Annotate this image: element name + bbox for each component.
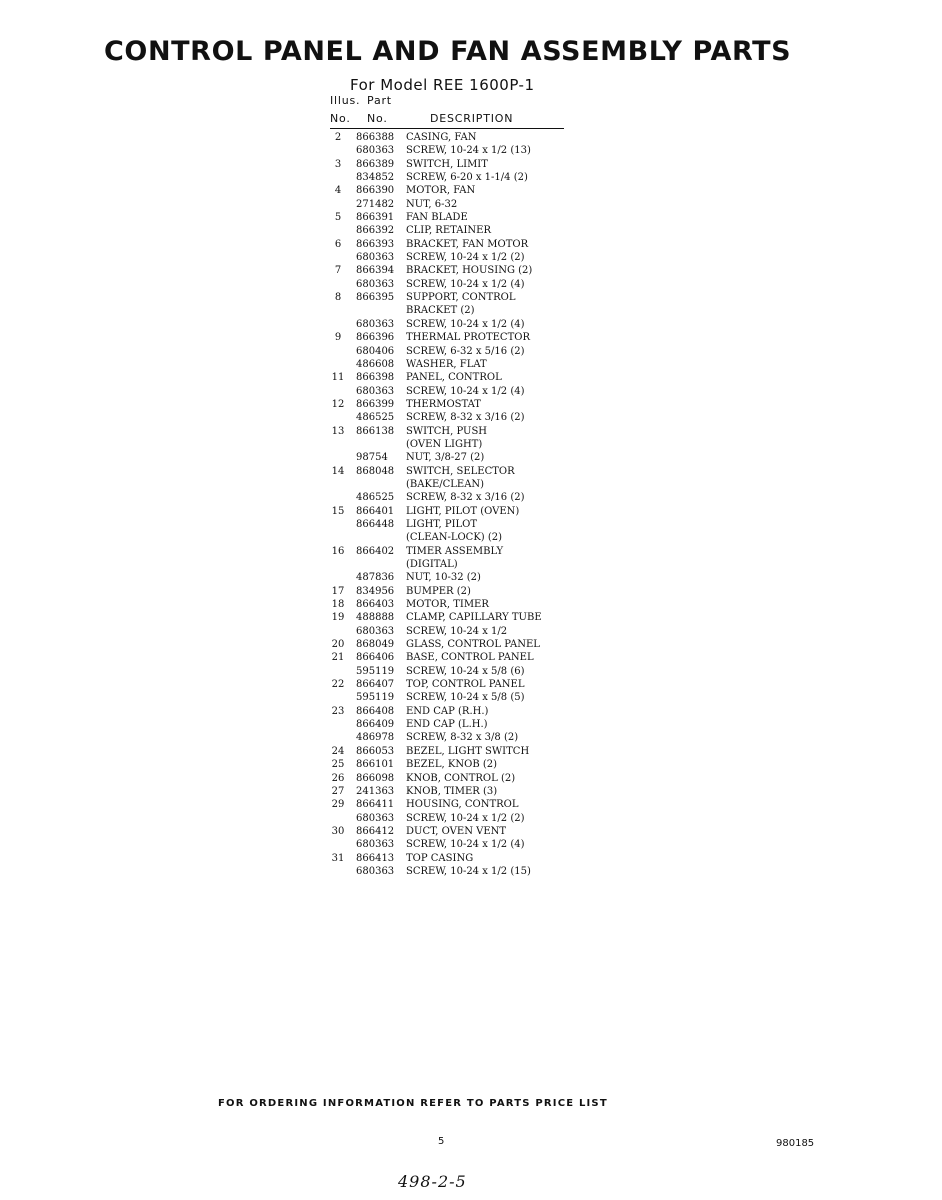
- parts-row: [330, 838, 590, 851]
- parts-row: [330, 304, 590, 317]
- parts-row: [330, 358, 590, 371]
- part-number: 868049: [356, 639, 395, 651]
- part-description: SCREW, 10-24 x 1/2 (2): [406, 252, 525, 264]
- part-description: SCREW, 10-24 x 1/2 (15): [406, 865, 531, 877]
- part-number: 241363: [356, 785, 395, 797]
- illus-no-header: No.: [330, 112, 351, 125]
- part-description: MOTOR, TIMER: [406, 599, 489, 611]
- page-title: CONTROL PANEL AND FAN ASSEMBLY PARTS: [104, 36, 792, 67]
- part-description: SCREW, 10-24 x 1/2 (4): [406, 839, 525, 851]
- parts-row: [330, 211, 590, 224]
- part-description: SCREW, 10-24 x 5/8 (5): [406, 692, 525, 704]
- part-number: 866398: [356, 372, 395, 384]
- illus-number: 8: [334, 292, 342, 304]
- part-number: 866098: [356, 772, 395, 784]
- illus-number: 20: [331, 639, 345, 651]
- parts-row: [330, 518, 590, 531]
- part-header: Part: [367, 94, 392, 107]
- part-number: 866388: [356, 132, 395, 143]
- part-description: (DIGITAL): [406, 559, 458, 570]
- part-description: TOP CASING: [406, 852, 474, 864]
- parts-row: [330, 198, 590, 211]
- parts-row: [330, 478, 590, 491]
- part-description: BASE, CONTROL PANEL: [406, 652, 534, 664]
- part-description: SCREW, 8-32 x 3/16 (2): [406, 492, 525, 504]
- part-description: PANEL, CONTROL: [406, 372, 502, 384]
- part-number: 680363: [356, 625, 395, 637]
- part-number: 486608: [356, 358, 395, 370]
- illus-number: 4: [334, 185, 342, 197]
- parts-row: [330, 291, 590, 304]
- illus-number: 2: [334, 132, 342, 143]
- part-number: 834852: [356, 172, 395, 184]
- illus-number: 25: [331, 759, 345, 771]
- parts-row: [330, 665, 590, 678]
- part-number: 680363: [356, 318, 395, 330]
- part-number: 866409: [356, 719, 395, 731]
- parts-row: [330, 745, 590, 758]
- part-number: 595119: [356, 665, 395, 677]
- part-number: 866396: [356, 332, 395, 344]
- parts-row: [330, 264, 590, 277]
- illus-number: 23: [331, 705, 345, 717]
- part-description: SUPPORT, CONTROL: [406, 292, 516, 304]
- part-number: 98754: [356, 452, 388, 464]
- part-description: BEZEL, LIGHT SWITCH: [406, 745, 530, 757]
- parts-row: [330, 385, 590, 398]
- handwritten-note: 498-2-5: [398, 1172, 467, 1191]
- part-number: 868048: [356, 465, 395, 477]
- part-number: 866412: [356, 825, 395, 837]
- part-description: SCREW, 10-24 x 5/8 (6): [406, 665, 525, 677]
- illus-number: 16: [331, 545, 345, 557]
- illus-number: 27: [331, 785, 345, 797]
- part-number: 866408: [356, 705, 395, 717]
- part-number: 866390: [356, 185, 395, 197]
- parts-row: [330, 825, 590, 838]
- parts-row: [330, 144, 590, 157]
- part-number: 866399: [356, 398, 395, 410]
- part-description: MOTOR, FAN: [406, 185, 476, 197]
- parts-row: [330, 678, 590, 691]
- column-header-row-2: [330, 112, 564, 129]
- part-description: (OVEN LIGHT): [406, 438, 483, 450]
- part-description: LIGHT, PILOT (OVEN): [406, 505, 520, 517]
- parts-row: [330, 411, 590, 424]
- part-number: 866406: [356, 652, 395, 664]
- part-description: SCREW, 10-24 x 1/2 (4): [406, 278, 525, 290]
- parts-row: [330, 398, 590, 411]
- part-number: 866138: [356, 425, 395, 437]
- part-number: 866411: [356, 799, 395, 811]
- parts-row: [330, 772, 590, 785]
- parts-row: [330, 278, 590, 291]
- part-description: BRACKET, FAN MOTOR: [406, 238, 529, 250]
- illus-header: Illus.: [330, 94, 361, 107]
- parts-row: [330, 598, 590, 611]
- part-number: 866394: [356, 265, 395, 277]
- parts-row: [330, 531, 590, 544]
- part-description: GLASS, CONTROL PANEL: [406, 639, 540, 651]
- part-description: SCREW, 10-24 x 1/2 (2): [406, 812, 525, 824]
- part-number: 680363: [356, 145, 395, 157]
- illus-number: 22: [331, 679, 345, 691]
- part-description: FAN BLADE: [406, 212, 468, 224]
- parts-row: [330, 465, 590, 478]
- part-description: SCREW, 8-32 x 3/8 (2): [406, 732, 519, 744]
- illus-number: 6: [334, 238, 342, 250]
- part-description: CLIP, RETAINER: [406, 225, 492, 237]
- illus-number: 24: [331, 745, 345, 757]
- parts-row: [330, 318, 590, 331]
- part-number: 866413: [356, 852, 395, 864]
- part-description: THERMOSTAT: [406, 398, 481, 410]
- part-description: HOUSING, CONTROL: [406, 799, 519, 811]
- part-number: 486525: [356, 492, 395, 504]
- illus-number: 7: [334, 265, 342, 277]
- part-description: SCREW, 6-20 x 1-1/4 (2): [406, 172, 528, 184]
- part-number: 487836: [356, 572, 395, 584]
- part-description: SWITCH, LIMIT: [406, 158, 488, 170]
- illus-number: 18: [331, 599, 345, 611]
- parts-row: [330, 705, 590, 718]
- parts-row: [330, 731, 590, 744]
- part-description: END CAP (L.H.): [406, 719, 488, 731]
- illus-number: 15: [331, 505, 345, 517]
- parts-row: [330, 691, 590, 704]
- part-number: 866393: [356, 238, 395, 250]
- parts-row: [330, 585, 590, 598]
- part-number: 680363: [356, 278, 395, 290]
- part-number: 271482: [356, 198, 395, 210]
- part-number: 834956: [356, 585, 395, 597]
- parts-row: [330, 545, 590, 558]
- part-number: 866402: [356, 545, 395, 557]
- part-description: (BAKE/CLEAN): [406, 478, 485, 490]
- part-description: SCREW, 10-24 x 1/2 (13): [406, 145, 531, 157]
- ordering-note: FOR ORDERING INFORMATION REFER TO PARTS PRICE LIST: [218, 1098, 608, 1109]
- parts-row: [330, 131, 590, 144]
- part-number: 488888: [356, 612, 395, 624]
- parts-row: [330, 224, 590, 237]
- parts-row: [330, 798, 590, 811]
- parts-row: [330, 331, 590, 344]
- parts-row: [330, 491, 590, 504]
- part-description: THERMAL PROTECTOR: [406, 332, 530, 344]
- part-number: 595119: [356, 692, 395, 704]
- part-number: 680363: [356, 812, 395, 824]
- illus-number: 26: [331, 772, 345, 784]
- part-description: SCREW, 10-24 x 1/2 (4): [406, 385, 525, 397]
- parts-row: [330, 158, 590, 171]
- parts-row: [330, 611, 590, 624]
- part-number: 866403: [356, 599, 395, 611]
- part-description: SWITCH, SELECTOR: [406, 465, 515, 477]
- part-description: LIGHT, PILOT: [406, 518, 478, 530]
- part-description: DUCT, OVEN VENT: [406, 825, 507, 837]
- part-description: SCREW, 6-32 x 5/16 (2): [406, 345, 525, 357]
- part-description: NUT, 10-32 (2): [406, 572, 481, 584]
- part-number: 866395: [356, 292, 395, 304]
- parts-row: [330, 625, 590, 638]
- illus-number: 19: [331, 612, 345, 624]
- part-number: 486525: [356, 412, 395, 424]
- parts-row: [330, 251, 590, 264]
- part-description: NUT, 6-32: [406, 198, 458, 210]
- illus-number: 11: [331, 372, 345, 384]
- illus-number: 3: [334, 158, 342, 170]
- illus-number: 14: [331, 465, 345, 477]
- part-description: KNOB, CONTROL (2): [406, 772, 516, 784]
- parts-row: [330, 171, 590, 184]
- part-description: BEZEL, KNOB (2): [406, 759, 498, 771]
- part-description: CLAMP, CAPILLARY TUBE: [406, 612, 542, 624]
- column-header-row-1: [330, 94, 392, 107]
- parts-row: [330, 238, 590, 251]
- part-description: SCREW, 10-24 x 1/2 (4): [406, 318, 525, 330]
- parts-row: [330, 345, 590, 358]
- part-description: END CAP (R.H.): [406, 705, 489, 717]
- part-description: (CLEAN-LOCK) (2): [406, 532, 503, 544]
- illus-number: 9: [334, 332, 342, 344]
- part-no-header: No.: [367, 112, 388, 125]
- illus-number: 13: [331, 425, 345, 437]
- part-description: BRACKET, HOUSING (2): [406, 265, 533, 277]
- part-number: 866401: [356, 505, 395, 517]
- parts-row: [330, 425, 590, 438]
- part-number: 680363: [356, 252, 395, 264]
- part-description: SWITCH, PUSH: [406, 425, 488, 437]
- part-description: TIMER ASSEMBLY: [406, 545, 504, 557]
- parts-row: [330, 505, 590, 518]
- illus-number: 12: [331, 398, 345, 410]
- illus-number: 17: [331, 585, 345, 597]
- part-number: 866448: [356, 518, 395, 530]
- part-number: 866389: [356, 158, 395, 170]
- parts-row: [330, 852, 590, 865]
- part-description: WASHER, FLAT: [406, 358, 487, 370]
- parts-row: [330, 438, 590, 451]
- parts-row: [330, 558, 590, 571]
- part-number: 866101: [356, 759, 395, 771]
- description-header: DESCRIPTION: [430, 112, 514, 125]
- part-number: 866407: [356, 679, 395, 691]
- parts-row: [330, 718, 590, 731]
- part-description: KNOB, TIMER (3): [406, 785, 498, 797]
- part-description: SCREW, 10-24 x 1/2: [406, 625, 508, 637]
- part-description: TOP, CONTROL PANEL: [406, 679, 525, 691]
- illus-number: 5: [334, 212, 342, 224]
- parts-row: [330, 571, 590, 584]
- part-description: CASING, FAN: [406, 132, 477, 143]
- parts-row: [330, 785, 590, 798]
- parts-row: [330, 758, 590, 771]
- parts-row: [330, 638, 590, 651]
- part-number: 486978: [356, 732, 395, 744]
- part-description: NUT, 3/8-27 (2): [406, 452, 485, 464]
- document-code: 980185: [776, 1138, 815, 1149]
- parts-row: [330, 812, 590, 825]
- part-number: 680363: [356, 385, 395, 397]
- illus-number: 31: [331, 852, 345, 864]
- parts-row: [330, 184, 590, 197]
- part-number: 680363: [356, 839, 395, 851]
- part-description: BRACKET (2): [406, 305, 475, 317]
- illus-number: 29: [331, 799, 345, 811]
- parts-row: [330, 865, 590, 878]
- part-number: 680363: [356, 865, 395, 877]
- parts-row: [330, 451, 590, 464]
- part-number: 866392: [356, 225, 395, 237]
- model-subtitle: For Model REE 1600P-1: [350, 76, 535, 94]
- part-description: BUMPER (2): [406, 585, 471, 597]
- parts-list: [330, 131, 590, 878]
- illus-number: 21: [331, 652, 345, 664]
- part-description: SCREW, 8-32 x 3/16 (2): [406, 412, 525, 424]
- page-number: 5: [438, 1136, 445, 1147]
- illus-number: 30: [331, 825, 345, 837]
- part-number: 680406: [356, 345, 395, 357]
- parts-row: [330, 371, 590, 384]
- part-number: 866053: [356, 745, 395, 757]
- parts-row: [330, 651, 590, 664]
- part-number: 866391: [356, 212, 395, 224]
